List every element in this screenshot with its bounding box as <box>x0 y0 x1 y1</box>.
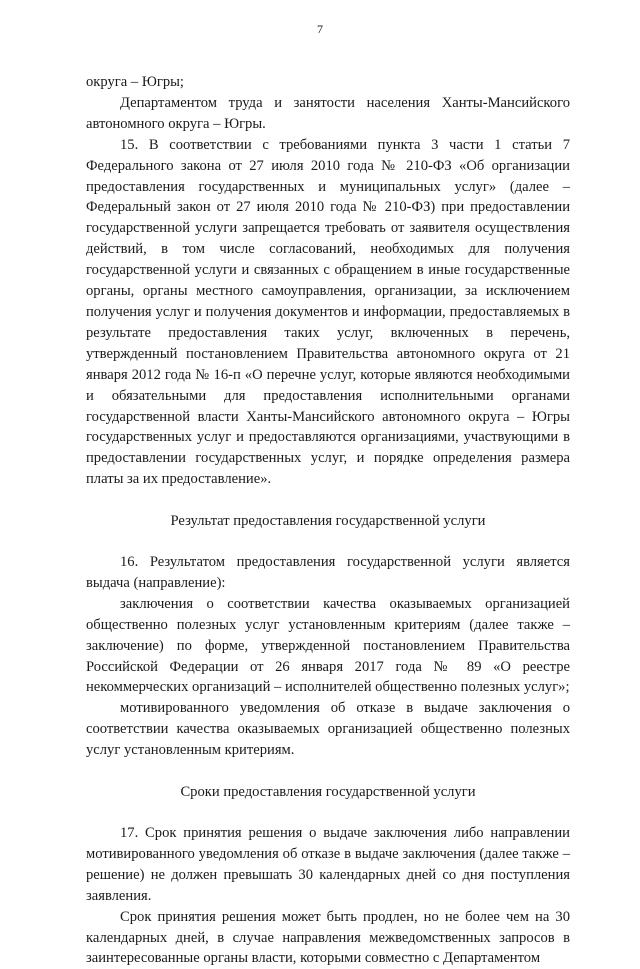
paragraph-item-17: 17. Срок принятия решения о выдаче заключения либо направлении мотивированного уведомления об отказе в выдаче заключения (далее также – решение) не должен превышать 30 календарных дней со дня поступления заявления. <box>86 825 570 904</box>
paragraph-department: Департаментом труда и занятости населения Ханты-Мансийского автономного округа – Югры. <box>86 94 570 132</box>
section-heading-result: Результат предоставления государственной услуги <box>170 513 486 530</box>
page-number: 7 <box>317 22 323 36</box>
document-body <box>86 72 570 969</box>
section-heading-terms: Сроки предоставления государственной услуги <box>180 784 476 801</box>
paragraph-refusal-notice: мотивированного уведомления об отказе в выдаче заключения о соответствии качества оказываемых организацией общественно полезных услуг установленным критериям. <box>86 700 570 759</box>
paragraph-item-16: 16. Результатом предоставления государственной услуги является выдача (направление): <box>86 554 570 591</box>
paragraph-item-15: 15. В соответствии с требованиями пункта 3 части 1 статьи 7 Федерального закона от 27 июля 2010 года № 210-ФЗ «Об организации предоставления государственных и муниципальных услуг» (далее – Федеральный закон от 27 июля 2010 года № 210-ФЗ) при предоставлении государственной услуги запрещается требовать от заявителя осуществления действий, в том числе согласований, необходимых для получения государственной услуги и связанных с обращением в иные государственные органы, органы местного самоуправления, организации, за исключением получения услуг и получения документов и информации, предоставляемых в результате предоставления таких услуг, включенных в перечень, утвержденный постановлением Правительства автономного округа от 21 января 2012 года № 16-п «О перечне услуг, которые являются необходимыми и обязательными для предоставления исполнительными органами государственной власти Ханты-Мансийского автономного округа – Югры государственных услуг и предоставляются организациями, участвующими в предоставлении государственных услуг, и порядке определения размера платы за их предоставление». <box>86 136 570 488</box>
paragraph-conclusion: заключения о соответствии качества оказываемых организацией общественно полезных услуг установленным критериям (далее также – заключение) по форме, утвержденной постановлением Правительства Российской Федерации от 26 января 2017 года № 89 «О реестре некоммерческих организаций – исполнителей общественно полезных услуг»; <box>86 595 570 696</box>
paragraph-term-extension: Срок принятия решения может быть продлен, но не более чем на 30 календарных дней, в случае направления межведомственных запросов в заинтересованные органы власти, которыми совместно с Департаментом <box>86 908 570 967</box>
paragraph-continuation: округа – Югры; <box>86 74 184 90</box>
